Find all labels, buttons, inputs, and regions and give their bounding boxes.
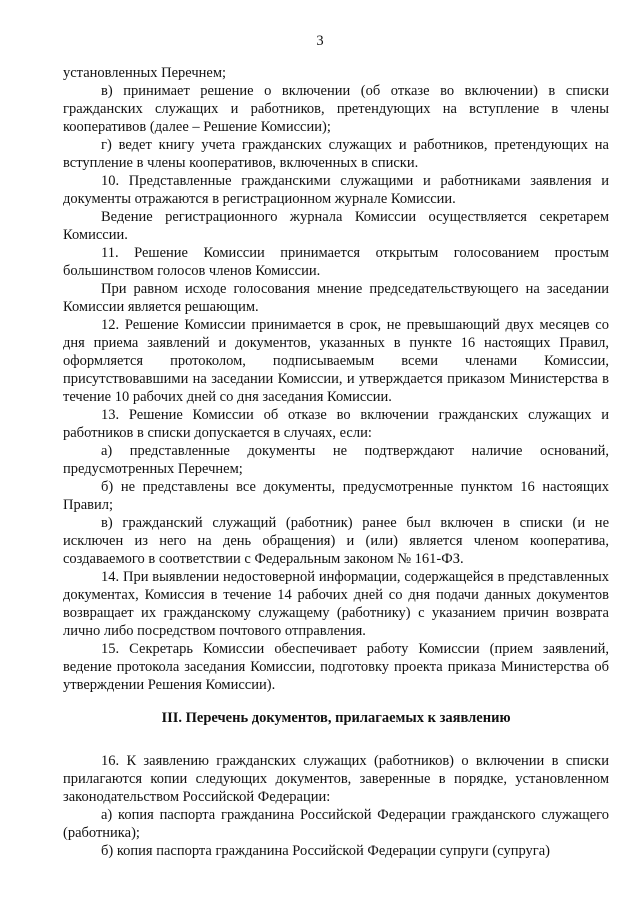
paragraph-1: в) принимает решение о включении (об отказе во включении) в списки гражданских служащих и работников, претендующих на вступление в члены кооперативов (далее – Решение Комиссии); [63, 83, 609, 135]
document-body-continued [63, 752, 609, 860]
paragraph-8: 13. Решение Комиссии об отказе во включении гражданских служащих и работников в списки допускается в случаях, если: [63, 407, 609, 441]
paragraph-0: установленных Перечнем; [63, 65, 227, 81]
paragraph-7: 12. Решение Комиссии принимается в срок, не превышающий двух месяцев со дня приема заявлений и документов, указанных в пункте 16 настоящих Правил, оформляется протоколом, подписываемым всеми членами Комиссии, присутствовавшими на заседании Комиссии, и утверждается приказом Министерства в течение 10 рабочих дней со дня заседания Комиссии. [63, 317, 609, 405]
paragraph-2: г) ведет книгу учета гражданских служащих и работников, претендующих на вступление в члены кооперативов, включенных в списки. [63, 137, 609, 171]
document-body [63, 64, 609, 694]
paragraph-after-1: а) копия паспорта гражданина Российской Федерации гражданского служащего (работника); [63, 807, 609, 841]
paragraph-13: 15. Секретарь Комиссии обеспечивает работу Комиссии (прием заявлений, ведение протокола заседания Комиссии, подготовку проекта приказа Министерства об утверждении Решения Комиссии). [63, 641, 609, 693]
paragraph-4: Ведение регистрационного журнала Комиссии осуществляется секретарем Комиссии. [63, 209, 609, 243]
paragraph-10: б) не представлены все документы, предусмотренные пунктом 16 настоящих Правил; [63, 479, 609, 513]
section-heading: III. Перечень документов, прилагаемых к заявлению [161, 710, 511, 726]
paragraph-5: 11. Решение Комиссии принимается открытым голосованием простым большинством голосов членов Комиссии. [63, 245, 609, 279]
paragraph-3: 10. Представленные гражданскими служащими и работниками заявления и документы отражаются в регистрационном журнале Комиссии. [63, 173, 609, 207]
page-number: 3 [316, 33, 324, 49]
paragraph-12: 14. При выявлении недостоверной информации, содержащейся в представленных документах, Комиссия в течение 14 рабочих дней со дня подачи данных документов возвращает их гражданскому служащему (работнику) с указанием причин возврата лично либо посредством почтового отправления. [63, 569, 609, 639]
paragraph-6: При равном исходе голосования мнение председательствующего на заседании Комиссии является решающим. [63, 281, 609, 315]
paragraph-9: а) представленные документы не подтверждают наличие оснований, предусмотренных Перечнем; [63, 443, 609, 477]
paragraph-after-2: б) копия паспорта гражданина Российской Федерации супруги (супруга) [101, 843, 550, 859]
paragraph-11: в) гражданский служащий (работник) ранее был включен в списки (и не исключен из него на день обращения) и (или) является членом кооператива, создаваемого в соответствии с Федеральным законом № 161-ФЗ. [63, 515, 609, 567]
paragraph-after-0: 16. К заявлению гражданских служащих (работников) о включении в списки прилагаются копии следующих документов, заверенные в порядке, установленном законодательством Российской Федерации: [63, 753, 609, 805]
